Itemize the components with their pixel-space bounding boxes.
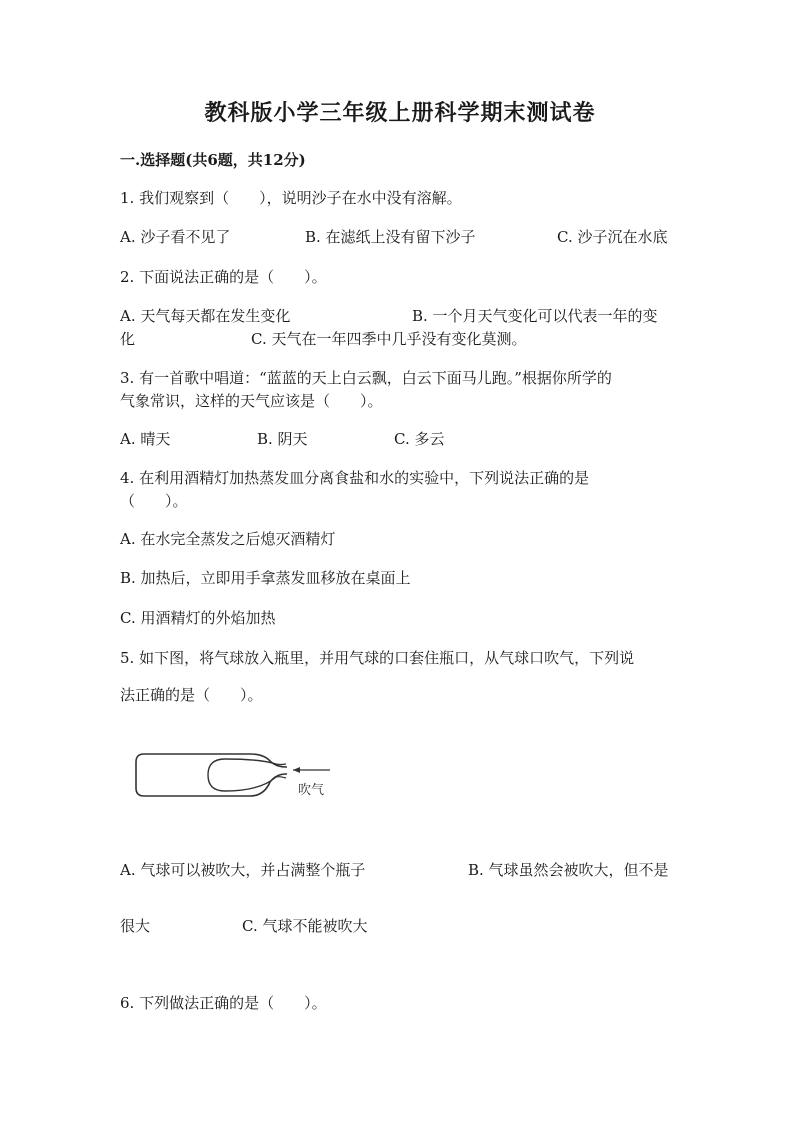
question-2-option-c: C. 天气在一年四季中几乎没有变化莫测。	[251, 330, 527, 348]
question-4-stem-line2: （ ）。	[120, 492, 188, 510]
question-2-option-b: B. 一个月天气变化可以代表一年的变	[412, 307, 658, 325]
question-1-option-a: A. 沙子看不见了	[120, 228, 231, 246]
page-title: 教科版小学三年级上册科学期末测试卷	[204, 100, 596, 126]
question-5-stem-line1: 5. 如下图，将气球放入瓶里，并用气球的口套住瓶口，从气球口吹气，下列说	[120, 649, 635, 667]
bottle-balloon-figure	[130, 748, 350, 806]
question-3-option-a: A. 晴天	[120, 430, 171, 448]
question-2-option-a: A. 天气每天都在发生变化	[120, 307, 291, 325]
question-3-option-b: B. 阴天	[257, 430, 308, 448]
question-5-option-c: C. 气球不能被吹大	[242, 917, 368, 935]
question-5-option-b-continued: 很大	[120, 917, 151, 935]
question-5-option-b: B. 气球虽然会被吹大，但不是	[468, 861, 669, 879]
question-5-stem-line2: 法正确的是（ ）。	[120, 686, 263, 704]
question-2-option-b-continued: 化	[120, 330, 136, 348]
question-2-stem: 2. 下面说法正确的是（ ）。	[120, 268, 327, 286]
question-3-stem-line2: 气象常识，这样的天气应该是（ ）。	[120, 392, 383, 410]
question-1-option-c: C. 沙子沉在水底	[557, 228, 668, 246]
question-4-stem-line1: 4. 在利用酒精灯加热蒸发皿分离食盐和水的实验中，下列说法正确的是	[120, 469, 590, 487]
bottle-outline-bottom	[136, 754, 287, 796]
section-heading: 一.选择题(共6题，共12分)	[120, 151, 306, 169]
question-5-option-a: A. 气球可以被吹大，并占满整个瓶子	[120, 861, 366, 879]
question-4-option-a: A. 在水完全蒸发之后熄灭酒精灯	[120, 530, 336, 548]
air-arrow-head	[293, 767, 300, 773]
question-3-option-c: C. 多云	[394, 430, 445, 448]
question-4-option-b: B. 加热后，立即用手拿蒸发皿移放在桌面上	[120, 569, 411, 587]
figure-label-blow: 吹气	[298, 783, 325, 798]
balloon-outline	[208, 759, 276, 791]
question-1-stem: 1. 我们观察到（ ），说明沙子在水中没有溶解。	[120, 189, 462, 207]
question-4-option-c: C. 用酒精灯的外焰加热	[120, 609, 276, 627]
question-3-stem-line1: 3. 有一首歌中唱道：“蓝蓝的天上白云飘，白云下面马儿跑。”根据你所学的	[120, 369, 612, 387]
question-1-option-b: B. 在滤纸上没有留下沙子	[305, 228, 476, 246]
question-6-stem: 6. 下列做法正确的是（ ）。	[120, 994, 327, 1012]
